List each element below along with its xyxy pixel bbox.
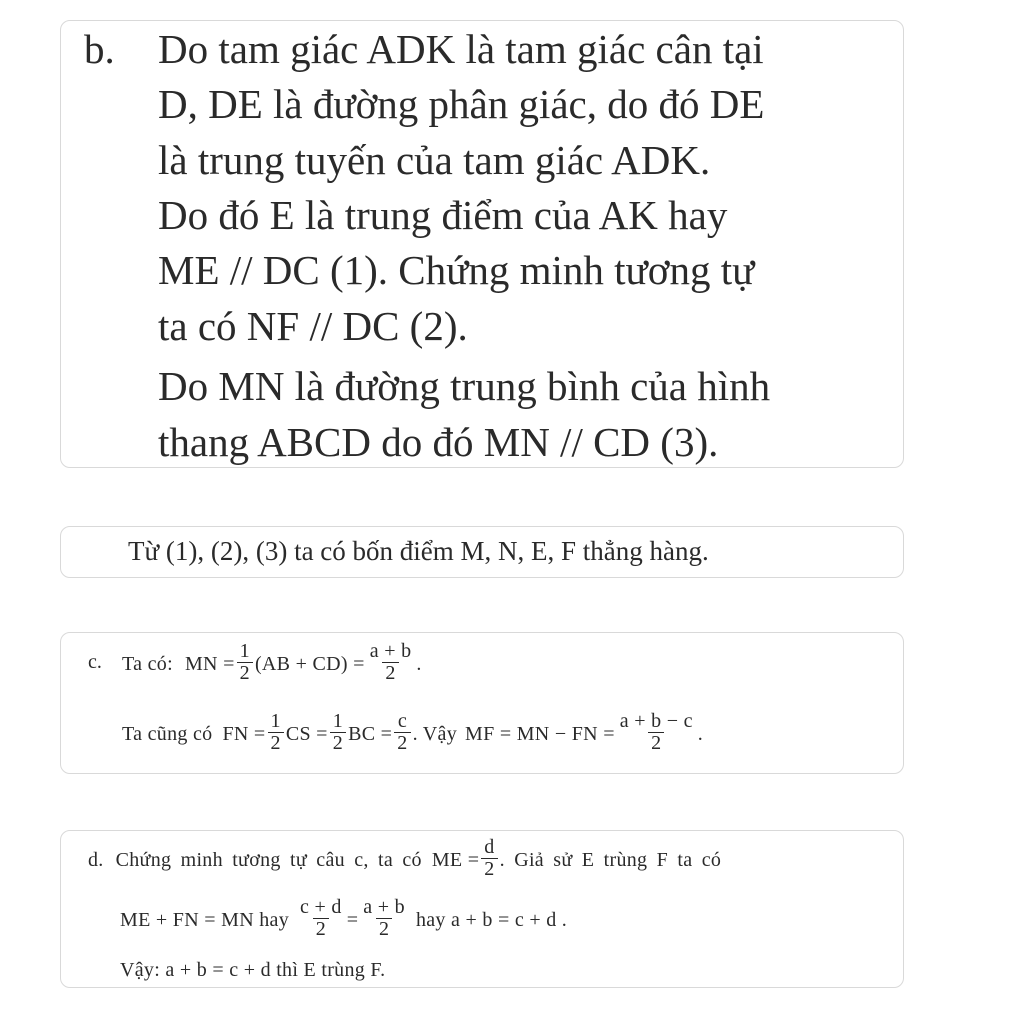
fraction-numerator: c xyxy=(397,709,407,732)
part-d-me-eq: ME = xyxy=(431,849,480,871)
part-d-line-1 xyxy=(88,834,721,886)
conclusion-text: Từ (1), (2), (3) ta có bốn điểm M, N, E, F thẳng hàng. xyxy=(128,536,709,566)
part-b-line-3: là trung tuyến của tam giác ADK. xyxy=(158,137,711,183)
fraction-a-plus-b xyxy=(367,641,415,684)
part-c-paren-expr: (AB + CD) = xyxy=(254,653,365,675)
part-c-fn-eq: FN = xyxy=(222,723,266,745)
part-b-line-4: Do đó E là trung điểm của AK hay xyxy=(158,192,728,238)
part-c-mn-eq: MN = xyxy=(184,653,235,675)
fraction-denominator: 2 xyxy=(382,662,398,684)
fraction-numerator: 1 xyxy=(332,709,344,732)
part-c-line-2-end: . xyxy=(697,723,704,745)
fraction-a-plus-b xyxy=(360,897,408,940)
fraction-denominator: 2 xyxy=(330,732,346,754)
part-b-line-5: ME // DC (1). Chứng minh tương tự xyxy=(158,247,755,293)
fraction-numerator: c + d xyxy=(300,895,342,918)
part-d-label: d. xyxy=(88,849,104,871)
fraction-c-plus-d xyxy=(297,897,345,940)
part-d-line-2-eq: ME + FN = MN hay xyxy=(120,909,290,931)
part-d-equals: = xyxy=(346,909,359,931)
part-c-cs-eq: CS = xyxy=(285,723,328,745)
fraction-numerator: a + b − c xyxy=(619,709,693,732)
part-d-line-3-prefix: Vậy: xyxy=(120,959,161,981)
part-b-label: b. xyxy=(84,26,115,72)
fraction-numerator: 1 xyxy=(239,639,250,662)
fraction-one-half xyxy=(330,711,346,754)
part-b-line-8: thang ABCD do đó MN // CD (3). xyxy=(158,419,719,465)
part-d-line-1-text: Chứng minh tương tự câu c, ta có xyxy=(115,849,422,871)
part-d-line-3-math: a + b = c + d xyxy=(165,959,271,981)
part-d-line-2-rest: hay a + b = c + d . xyxy=(415,909,568,931)
part-c-bc-eq: BC = xyxy=(348,723,393,745)
fraction-one-half xyxy=(268,711,284,754)
fraction-denominator: 2 xyxy=(394,732,410,754)
part-c-line-2 xyxy=(122,708,703,760)
part-d-line-2 xyxy=(120,894,567,946)
part-c-line-1 xyxy=(122,638,422,690)
part-c-line-2-prefix: Ta cũng có xyxy=(122,723,213,745)
part-d-line-1-rest: . Giả sử E trùng F ta có xyxy=(499,849,722,871)
fraction-c-over-2 xyxy=(394,711,410,754)
part-c-line-1-end: . xyxy=(416,653,422,675)
part-d-line-3-rest: thì E trùng F. xyxy=(276,959,386,981)
fraction-numerator: a + b xyxy=(363,895,405,918)
fraction-a-plus-b-minus-c xyxy=(617,711,696,754)
fraction-denominator: 2 xyxy=(237,662,253,684)
part-b-line-2: D, DE là đường phân giác, do đó DE xyxy=(158,81,765,127)
fraction-numerator: d xyxy=(484,835,495,858)
part-c-mf-eq: MF = MN − FN = xyxy=(465,723,615,745)
fraction-denominator: 2 xyxy=(268,732,284,754)
fraction-numerator: a + b xyxy=(369,639,412,662)
fraction-denominator: 2 xyxy=(648,732,664,754)
fraction-denominator: 2 xyxy=(313,918,329,940)
part-c-label: c. xyxy=(88,651,102,673)
part-c-vay: . Vậy xyxy=(412,723,458,745)
fraction-d-over-2 xyxy=(481,837,497,880)
fraction-one-half xyxy=(237,641,253,684)
part-b-line-6: ta có NF // DC (2). xyxy=(158,303,468,349)
fraction-denominator: 2 xyxy=(481,858,497,880)
fraction-numerator: 1 xyxy=(270,709,281,732)
part-c-prefix: Ta có: xyxy=(122,653,173,675)
part-b-line-7: Do MN là đường trung bình của hình xyxy=(158,363,771,409)
part-d-line-3 xyxy=(120,960,385,980)
part-b-line-1: Do tam giác ADK là tam giác cân tại xyxy=(158,26,764,72)
fraction-denominator: 2 xyxy=(376,918,392,940)
